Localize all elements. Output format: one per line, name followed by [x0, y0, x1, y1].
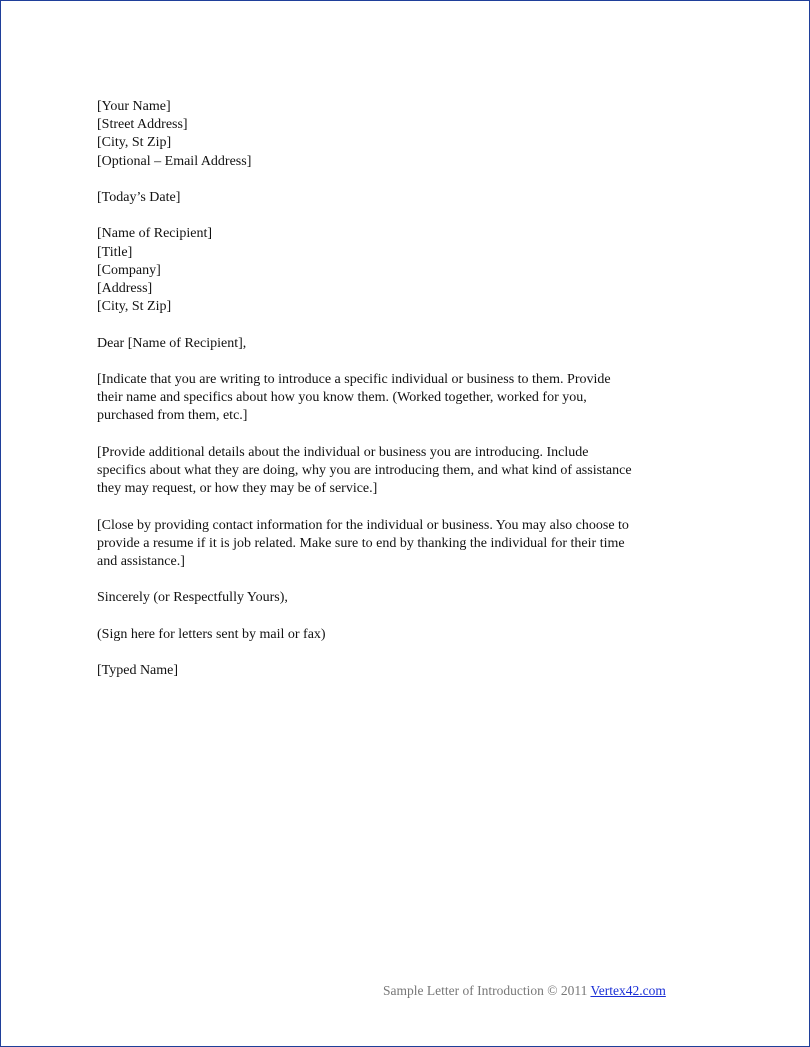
typed-name-block — [97, 662, 737, 680]
typed-name: [Typed Name] — [97, 663, 179, 679]
signature-block — [97, 626, 737, 644]
paragraph-line: their name and specifics about how you know them. (Worked together, worked for you, — [97, 390, 587, 406]
paragraph-introduction — [97, 371, 737, 426]
paragraph-closing — [97, 517, 737, 572]
paragraph-line: purchased from them, etc.] — [97, 408, 248, 424]
salutation: Dear [Name of Recipient], — [97, 335, 247, 351]
vertex42-link[interactable]: Vertex42.com — [590, 983, 666, 998]
sender-name: [Your Name] — [97, 99, 171, 114]
recipient-title: [Title] — [97, 244, 133, 260]
recipient-city: [City, St Zip] — [97, 299, 172, 315]
recipient-address: [Address] — [97, 281, 153, 296]
salutation-block — [97, 335, 737, 353]
recipient-name: [Name of Recipient] — [97, 226, 213, 242]
paragraph-line: [Close by providing contact information for the individual or business. You may also choose to — [97, 517, 629, 533]
paragraph-line: and assistance.] — [97, 553, 185, 569]
sender-city: [City, St Zip] — [97, 135, 172, 151]
recipient-company: [Company] — [97, 262, 161, 278]
closing-block — [97, 589, 737, 607]
paragraph-line: [Provide additional details about the individual or business you are introducing. Include — [97, 444, 589, 460]
footer-copyright-text: Sample Letter of Introduction © 2011 — [383, 983, 591, 998]
letter-date: [Today’s Date] — [97, 190, 181, 205]
sender-street: [Street Address] — [97, 117, 188, 133]
paragraph-line: they may request, or how they may be of service.] — [97, 481, 378, 497]
paragraph-line: provide a resume if it is job related. Make sure to end by thanking the individual for their time — [97, 535, 625, 551]
sender-email: [Optional – Email Address] — [97, 153, 252, 169]
signature-note: (Sign here for letters sent by mail or fax) — [97, 626, 326, 642]
recipient-address-block — [97, 225, 737, 316]
page-footer — [383, 983, 666, 999]
sender-address-block — [97, 98, 737, 171]
date-block — [97, 189, 737, 207]
letter-body — [97, 98, 737, 699]
paragraph-line: [Indicate that you are writing to introduce a specific individual or business to them. Provide — [97, 371, 611, 387]
paragraph-line: specifics about what they are doing, why you are introducing them, and what kind of assistance — [97, 462, 632, 478]
complimentary-close: Sincerely (or Respectfully Yours), — [97, 590, 288, 606]
paragraph-details — [97, 444, 737, 499]
